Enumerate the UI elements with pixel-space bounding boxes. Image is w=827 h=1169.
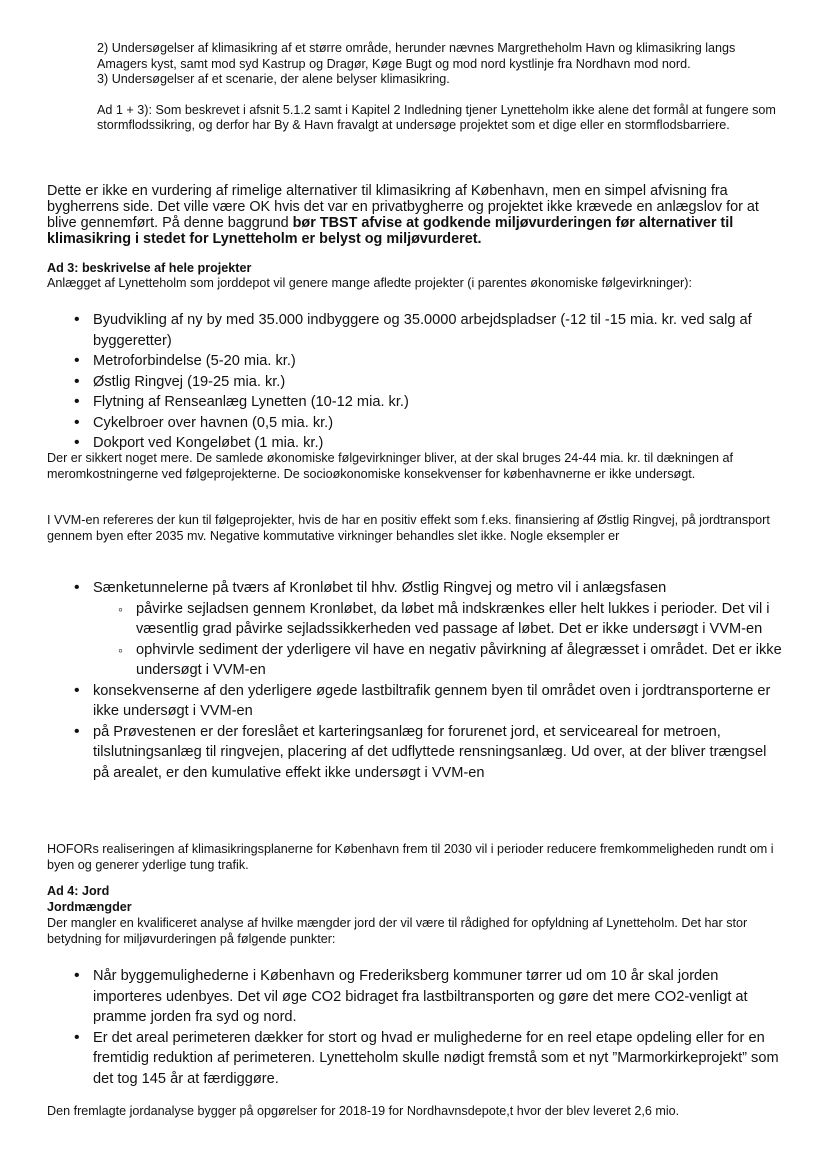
list-item: • Flytning af Renseanlæg Lynetten (10-12 mia. kr.): [93, 392, 783, 413]
ad4-lead: Der mangler en kvalificeret analyse af hvilke mængder jord der vil være til rådighed for opfyldning af Lynetteholm. Det har stor betydning for miljøvurderingen på følgende punkter:: [47, 916, 748, 946]
intro-ad-1-3: Ad 1 + 3): Som beskrevet i afsnit 5.1.2 samt i Kapitel 2 Indledning tjener Lynetteholm ikke alene det formål at fungere som stormflodssikring, og derfor har By & Havn fravalgt at undersøge projektet som et dige eller en stormflodsbarriere.: [97, 102, 776, 132]
list-item: • Metroforbindelse (5-20 mia. kr.): [93, 351, 783, 372]
soil-points-list: [93, 966, 783, 1089]
following-projects-list: [93, 310, 783, 454]
example-tunnels: Sænketunnelerne på tværs af Kronløbet til hhv. Østlig Ringvej og metro vil i anlægsfasen: [93, 580, 667, 596]
assessment-bold-text: bør TBST afvise at godkende miljøvurderingen før alternativer til klimasikring i stedet for Lynetteholm er belyst og miljøvurderet.: [47, 215, 734, 247]
list-item: • Er det areal perimeteren dækker for stort og hvad er mulighederne for en reel etape opdeling eller for en fremtidig reduktion af perimeteren. Lynetteholm skulle nødigt fremstå som et nyt ”Marmorkirkeprojekt” som det tog 145 år at færdiggøre.: [93, 1028, 783, 1090]
ad4-subheading: Jordmængder: [47, 900, 132, 914]
list-item: • Cykelbroer over havnen (0,5 mia. kr.): [93, 413, 783, 434]
examples-list: [93, 578, 783, 783]
list-item: • Byudvikling af ny by med 35.000 indbyggere og 35.0000 arbejdspladser (-12 til -15 mia. kr. ved salg af byggeretter): [93, 310, 783, 351]
examples-sublist: [136, 599, 783, 681]
list-item: ◦ ophvirvle sediment der yderligere vil have en negativ påvirkning af ålegræsset i området. Det er ikke undersøgt i VVM-en: [136, 640, 783, 681]
hofor-paragraph: HOFORs realiseringen af klimasikringsplanerne for København frem til 2030 vil i perioder reducere fremkommeligheden rundt om i byen og generer yderlige tung trafik.: [47, 842, 774, 872]
soil-analysis-paragraph: Den fremlagte jordanalyse bygger på opgørelser for 2018-19 for Nordhavnsdepote,t hvor der blev leveret 2,6 mio.: [47, 1104, 680, 1118]
ad3-lead: Anlægget af Lynetteholm som jorddepot vil genere mange afledte projekter (i parentes økonomiske følgevirkninger):: [47, 276, 692, 290]
ad3-after-paragraph: Der er sikkert noget mere. De samlede økonomiske følgevirkninger bliver, at der skal bruges 24-44 mia. kr. til dækningen af meromkostningerne ved følgeprojekterne. De socioøkonomiske konsekvenser for københavnerne er ikke undersøgt.: [47, 451, 733, 481]
ad3-heading: Ad 3: beskrivelse af hele projekter: [47, 261, 252, 275]
list-item: [93, 578, 783, 681]
assessment-text: Dette er ikke en vurdering af rimelige alternativer til klimasikring af København, men en simpel afvisning fra bygherrens side. Det ville være OK hvis det var en privatbygherre og projektet ikke krævede en anlægslov for at blive gennemført. På denne baggrund: [47, 183, 759, 231]
intro-item-2: 2) Undersøgelser af klimasikring af et større område, herunder nævnes Margretheholm Havn og klimasikring langs Amagers kyst, samt mod syd Kastrup og Dragør, Køge Bugt og mod nord kystlinje fra Nordhavn mod nord.: [97, 41, 736, 71]
list-item: • konsekvenserne af den yderligere øgede lastbiltrafik gennem byen til området oven i jordtransporterne er ikke undersøgt i VVM-en: [93, 681, 783, 722]
intro-item-3: 3) Undersøgelser af et scenarie, der alene belyser klimasikring.: [97, 72, 450, 86]
ad4-heading: Ad 4: Jord: [47, 884, 110, 898]
list-item: • på Prøvestenen er der foreslået et karteringsanlæg for forurenet jord, et serviceareal for metroen, tilslutningsanlæg til ringvejen, placering af det udflyttede rensningsanlæg. Ud over, at der bliver trængsel på arealet, er den kumulative effekt ikke undersøgt i VVM-en: [93, 722, 783, 784]
list-item: • Østlig Ringvej (19-25 mia. kr.): [93, 372, 783, 393]
list-item: • Dokport ved Kongeløbet (1 mia. kr.): [93, 433, 783, 454]
intro-list: [97, 41, 787, 134]
list-item: • Når byggemulighederne i København og Frederiksberg kommuner tørrer ud om 10 år skal jorden importeres udenbyes. Det vil øge CO2 bidraget fra lastbiltransporten og gøre det mere CO2-venligt at pramme jorden fra syd og nord.: [93, 966, 783, 1028]
list-item: ◦ påvirke sejladsen gennem Kronløbet, da løbet må indskrænkes eller helt lukkes i perioder. Det vil i væsentlig grad påvirke sejladssikkerheden ved passage af løbet. Det er ikke undersøgt i VVM-en: [136, 599, 783, 640]
assessment-paragraph: [47, 183, 782, 247]
vvm-paragraph: I VVM-en refereres der kun til følgeprojekter, hvis de har en positiv effekt som f.eks. finansiering af Østlig Ringvej, på jordtransport gennem byen efter 2035 mv. Negative kommutative virkninger behandles slet ikke. Nogle eksempler er: [47, 513, 770, 543]
